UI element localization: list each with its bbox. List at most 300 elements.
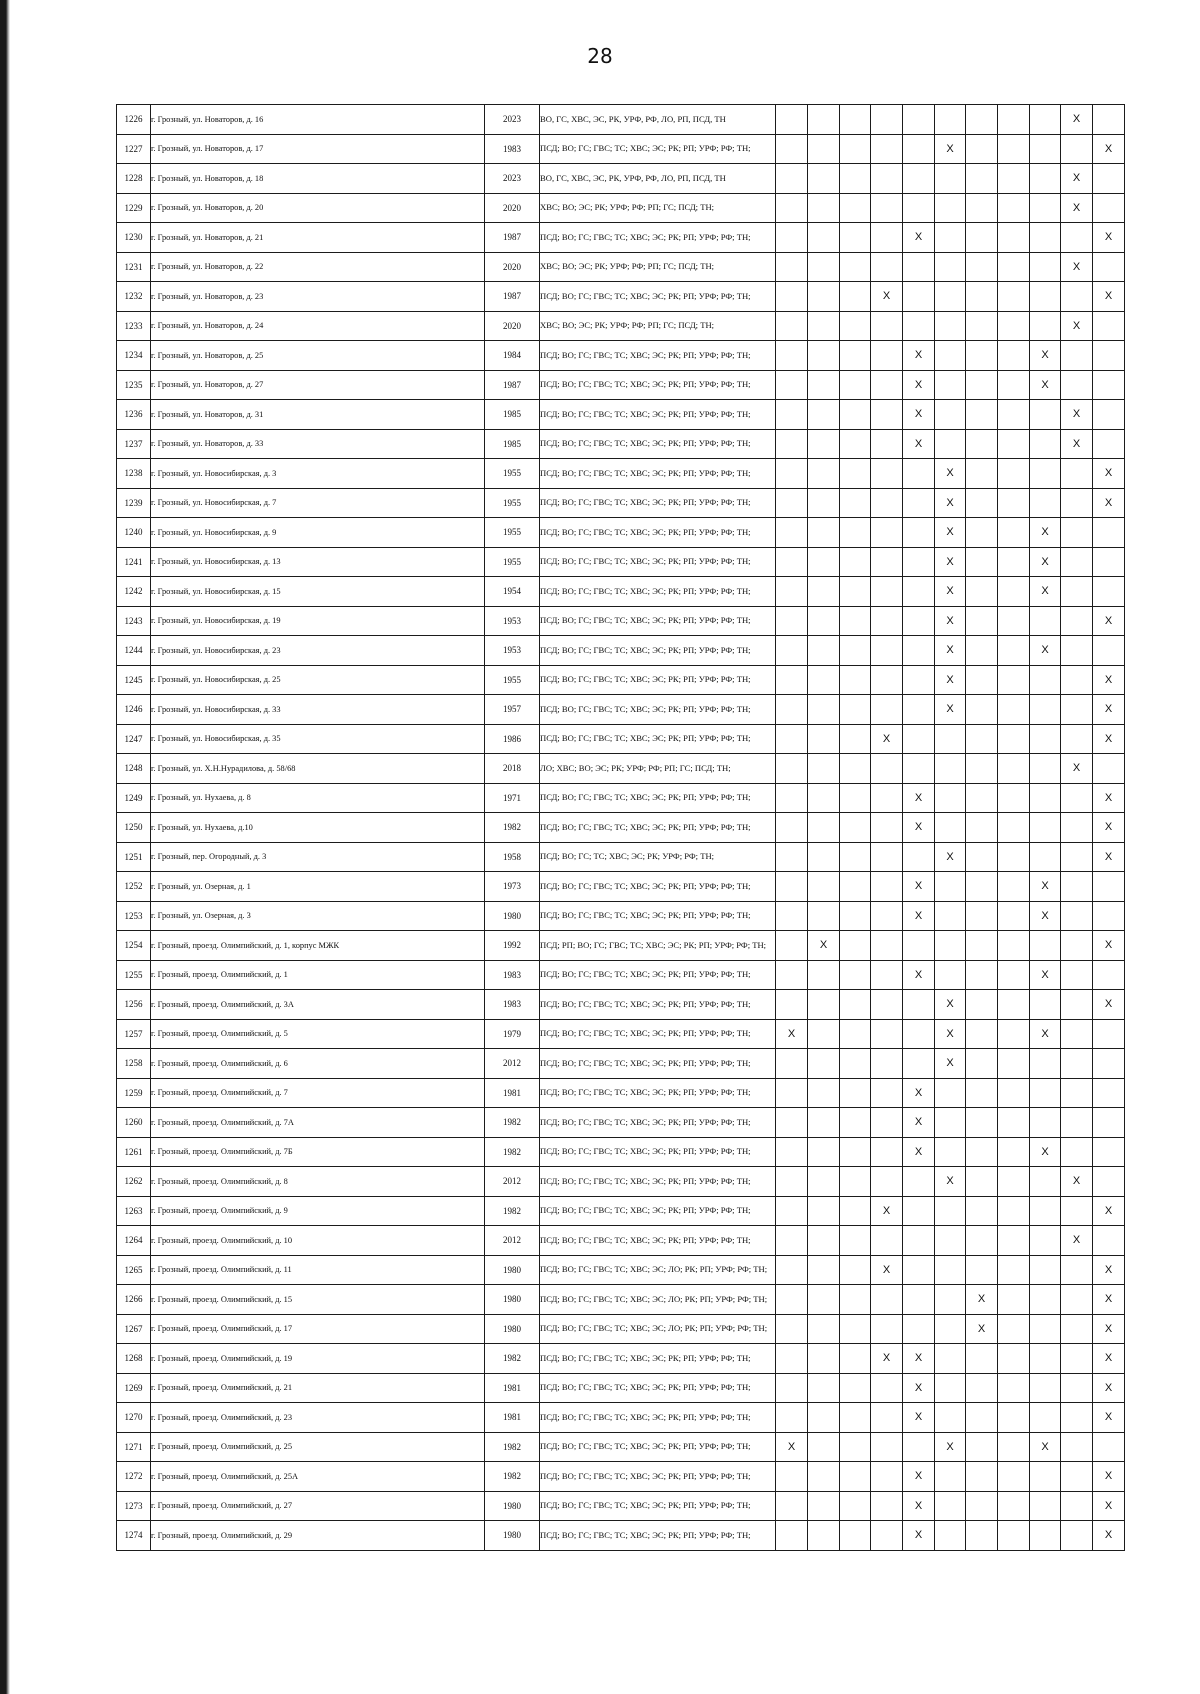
table-row <box>117 252 1125 282</box>
row-number: 1245 <box>117 665 151 695</box>
row-number: 1271 <box>117 1432 151 1462</box>
mark-cell <box>808 665 840 695</box>
row-number: 1244 <box>117 636 151 666</box>
table-row <box>117 901 1125 931</box>
row-number: 1239 <box>117 488 151 518</box>
mark-cell <box>1030 813 1061 843</box>
mark-cell <box>808 783 840 813</box>
mark-cell <box>903 1314 935 1344</box>
mark-cell <box>1093 960 1125 990</box>
year-cell: 1953 <box>485 636 540 666</box>
mark-cell <box>776 1255 808 1285</box>
mark-cell <box>966 164 998 194</box>
year-cell: 1982 <box>485 813 540 843</box>
mark-cell <box>776 341 808 371</box>
mark-cell <box>966 665 998 695</box>
address-cell: г. Грозный, проезд. Олимпийский, д. 25 <box>151 1432 485 1462</box>
mark-cell: X <box>1030 636 1061 666</box>
mark-cell <box>871 547 903 577</box>
table-row <box>117 370 1125 400</box>
mark-cell: X <box>935 1049 966 1079</box>
mark-cell <box>776 488 808 518</box>
table-row <box>117 164 1125 194</box>
mark-cell <box>776 1285 808 1315</box>
mark-cell <box>998 193 1030 223</box>
works-list-cell: ПСД; ВО; ГС; ТС; ХВС; ЭС; РК; УРФ; РФ; ТН; <box>540 842 776 872</box>
year-cell: 1955 <box>485 547 540 577</box>
mark-cell: X <box>1061 400 1093 430</box>
mark-cell: X <box>903 1108 935 1138</box>
row-number: 1251 <box>117 842 151 872</box>
mark-cell <box>903 636 935 666</box>
mark-cell <box>776 636 808 666</box>
mark-cell: X <box>1093 783 1125 813</box>
works-list-cell: ПСД; ВО; ГС; ГВС; ТС; ХВС; ЭС; РК; РП; УРФ; РФ; ТН; <box>540 606 776 636</box>
mark-cell <box>998 1108 1030 1138</box>
mark-cell <box>966 1344 998 1374</box>
mark-cell <box>871 105 903 135</box>
mark-cell: X <box>1093 1255 1125 1285</box>
mark-cell <box>808 1462 840 1492</box>
works-list-cell: ПСД; ВО; ГС; ГВС; ТС; ХВС; ЭС; РК; РП; УРФ; РФ; ТН; <box>540 547 776 577</box>
mark-cell <box>1061 1344 1093 1374</box>
year-cell: 1983 <box>485 134 540 164</box>
table-row <box>117 842 1125 872</box>
mark-cell: X <box>903 1403 935 1433</box>
year-cell: 1973 <box>485 872 540 902</box>
mark-cell <box>776 931 808 961</box>
mark-cell <box>1061 577 1093 607</box>
mark-cell <box>840 695 871 725</box>
year-cell: 1981 <box>485 1373 540 1403</box>
mark-cell <box>871 252 903 282</box>
address-cell: г. Грозный, ул. Новаторов, д. 21 <box>151 223 485 253</box>
works-list-cell: ПСД; ВО; ГС; ГВС; ТС; ХВС; ЭС; РК; РП; УРФ; РФ; ТН; <box>540 429 776 459</box>
mark-cell <box>1030 1196 1061 1226</box>
mark-cell <box>840 636 871 666</box>
address-cell: г. Грозный, проезд. Олимпийский, д. 11 <box>151 1255 485 1285</box>
table-row <box>117 783 1125 813</box>
address-cell: г. Грозный, проезд. Олимпийский, д. 3А <box>151 990 485 1020</box>
mark-cell <box>935 783 966 813</box>
mark-cell <box>1093 518 1125 548</box>
mark-cell: X <box>1093 459 1125 489</box>
mark-cell: X <box>1061 754 1093 784</box>
mark-cell <box>966 134 998 164</box>
row-number: 1235 <box>117 370 151 400</box>
mark-cell <box>903 1432 935 1462</box>
row-number: 1256 <box>117 990 151 1020</box>
mark-cell <box>776 164 808 194</box>
works-list-cell: ХВС; ВО; ЭС; РК; УРФ; РФ; РП; ГС; ПСД; ТН; <box>540 193 776 223</box>
mark-cell <box>998 1462 1030 1492</box>
mark-cell: X <box>871 1196 903 1226</box>
mark-cell <box>808 282 840 312</box>
mark-cell <box>998 754 1030 784</box>
works-list-cell: ПСД; ВО; ГС; ГВС; ТС; ХВС; ЭС; РК; РП; УРФ; РФ; ТН; <box>540 813 776 843</box>
row-number: 1250 <box>117 813 151 843</box>
mark-cell <box>935 252 966 282</box>
mark-cell <box>776 459 808 489</box>
mark-cell: X <box>1093 223 1125 253</box>
mark-cell: X <box>1093 813 1125 843</box>
mark-cell: X <box>935 1167 966 1197</box>
table-row <box>117 518 1125 548</box>
mark-cell <box>871 606 903 636</box>
mark-cell <box>903 842 935 872</box>
mark-cell <box>1093 193 1125 223</box>
mark-cell <box>776 1491 808 1521</box>
mark-cell: X <box>1093 931 1125 961</box>
works-list-cell: ПСД; ВО; ГС; ГВС; ТС; ХВС; ЭС; РК; РП; УРФ; РФ; ТН; <box>540 990 776 1020</box>
mark-cell <box>871 842 903 872</box>
mark-cell: X <box>1061 311 1093 341</box>
mark-cell: X <box>935 842 966 872</box>
mark-cell <box>1030 1403 1061 1433</box>
mark-cell <box>966 636 998 666</box>
mark-cell <box>966 105 998 135</box>
mark-cell <box>871 636 903 666</box>
year-cell: 1980 <box>485 901 540 931</box>
mark-cell <box>966 1491 998 1521</box>
mark-cell <box>840 370 871 400</box>
mark-cell <box>776 223 808 253</box>
mark-cell <box>840 990 871 1020</box>
mark-cell <box>966 872 998 902</box>
mark-cell: X <box>935 547 966 577</box>
mark-cell <box>966 724 998 754</box>
table-row <box>117 488 1125 518</box>
mark-cell <box>1093 400 1125 430</box>
mark-cell <box>966 1432 998 1462</box>
mark-cell <box>1030 665 1061 695</box>
mark-cell <box>1093 872 1125 902</box>
mark-cell <box>840 400 871 430</box>
mark-cell <box>1061 547 1093 577</box>
mark-cell: X <box>1030 518 1061 548</box>
table-row <box>117 1078 1125 1108</box>
mark-cell <box>998 1403 1030 1433</box>
mark-cell: X <box>935 636 966 666</box>
mark-cell <box>808 577 840 607</box>
mark-cell <box>776 547 808 577</box>
mark-cell <box>840 754 871 784</box>
table-row <box>117 1255 1125 1285</box>
year-cell: 1982 <box>485 1137 540 1167</box>
mark-cell <box>871 783 903 813</box>
mark-cell <box>840 1078 871 1108</box>
mark-cell <box>1030 282 1061 312</box>
works-list-cell: ПСД; ВО; ГС; ГВС; ТС; ХВС; ЭС; РК; РП; УРФ; РФ; ТН; <box>540 488 776 518</box>
mark-cell: X <box>935 488 966 518</box>
mark-cell <box>871 488 903 518</box>
address-cell: г. Грозный, проезд. Олимпийский, д. 5 <box>151 1019 485 1049</box>
mark-cell <box>1093 105 1125 135</box>
mark-cell <box>1030 1255 1061 1285</box>
mark-cell <box>998 1344 1030 1374</box>
mark-cell: X <box>1030 1137 1061 1167</box>
mark-cell <box>1093 577 1125 607</box>
mark-cell: X <box>1030 1019 1061 1049</box>
mark-cell <box>998 223 1030 253</box>
mark-cell: X <box>1061 252 1093 282</box>
mark-cell <box>1061 1108 1093 1138</box>
mark-cell <box>840 1462 871 1492</box>
works-list-cell: ПСД; ВО; ГС; ГВС; ТС; ХВС; ЭС; РК; РП; УРФ; РФ; ТН; <box>540 1226 776 1256</box>
mark-cell: X <box>1093 724 1125 754</box>
table-row <box>117 1049 1125 1079</box>
table-row <box>117 105 1125 135</box>
table-body <box>117 105 1125 1551</box>
mark-cell <box>1030 252 1061 282</box>
table-row <box>117 813 1125 843</box>
mark-cell <box>998 931 1030 961</box>
mark-cell <box>966 1049 998 1079</box>
mark-cell <box>808 1314 840 1344</box>
mark-cell <box>871 370 903 400</box>
mark-cell <box>935 1403 966 1433</box>
address-cell: г. Грозный, ул. Озерная, д. 3 <box>151 901 485 931</box>
mark-cell <box>966 341 998 371</box>
row-number: 1249 <box>117 783 151 813</box>
mark-cell <box>935 1196 966 1226</box>
table-row <box>117 134 1125 164</box>
mark-cell <box>808 1078 840 1108</box>
works-list-cell: ПСД; ВО; ГС; ГВС; ТС; ХВС; ЭС; ЛО; РК; РП; УРФ; РФ; ТН; <box>540 1255 776 1285</box>
mark-cell: X <box>871 1344 903 1374</box>
row-number: 1254 <box>117 931 151 961</box>
row-number: 1259 <box>117 1078 151 1108</box>
mark-cell <box>871 872 903 902</box>
mark-cell <box>903 1226 935 1256</box>
mark-cell <box>840 547 871 577</box>
year-cell: 2018 <box>485 754 540 784</box>
mark-cell: X <box>1030 341 1061 371</box>
mark-cell <box>903 1167 935 1197</box>
mark-cell <box>1030 931 1061 961</box>
row-number: 1231 <box>117 252 151 282</box>
mark-cell <box>935 1137 966 1167</box>
address-cell: г. Грозный, ул. Озерная, д. 1 <box>151 872 485 902</box>
mark-cell <box>1030 606 1061 636</box>
year-cell: 2012 <box>485 1049 540 1079</box>
mark-cell <box>871 754 903 784</box>
mark-cell <box>808 547 840 577</box>
year-cell: 1979 <box>485 1019 540 1049</box>
mark-cell <box>1093 1167 1125 1197</box>
mark-cell <box>903 518 935 548</box>
mark-cell <box>998 1432 1030 1462</box>
mark-cell: X <box>1093 134 1125 164</box>
mark-cell <box>871 429 903 459</box>
mark-cell <box>871 400 903 430</box>
mark-cell: X <box>935 665 966 695</box>
year-cell: 1980 <box>485 1285 540 1315</box>
works-list-cell: ПСД; ВО; ГС; ГВС; ТС; ХВС; ЭС; РК; РП; УРФ; РФ; ТН; <box>540 1019 776 1049</box>
mark-cell <box>1061 1521 1093 1551</box>
works-list-cell: ПСД; ВО; ГС; ГВС; ТС; ХВС; ЭС; РК; РП; УРФ; РФ; ТН; <box>540 400 776 430</box>
mark-cell <box>966 193 998 223</box>
mark-cell <box>966 1137 998 1167</box>
mark-cell <box>871 695 903 725</box>
table-row <box>117 577 1125 607</box>
mark-cell: X <box>1093 1314 1125 1344</box>
mark-cell <box>998 1226 1030 1256</box>
mark-cell <box>776 429 808 459</box>
mark-cell <box>903 459 935 489</box>
year-cell: 2020 <box>485 252 540 282</box>
mark-cell <box>1061 901 1093 931</box>
mark-cell <box>998 164 1030 194</box>
mark-cell <box>966 429 998 459</box>
mark-cell <box>840 1285 871 1315</box>
mark-cell: X <box>1061 105 1093 135</box>
mark-cell <box>998 400 1030 430</box>
table-row <box>117 1521 1125 1551</box>
mark-cell <box>1061 1432 1093 1462</box>
mark-cell <box>871 164 903 194</box>
mark-cell <box>808 1491 840 1521</box>
address-cell: г. Грозный, ул. Новосибирская, д. 7 <box>151 488 485 518</box>
mark-cell <box>840 1226 871 1256</box>
year-cell: 1982 <box>485 1108 540 1138</box>
mark-cell <box>1093 1019 1125 1049</box>
mark-cell <box>998 1078 1030 1108</box>
address-cell: г. Грозный, проезд. Олимпийский, д. 17 <box>151 1314 485 1344</box>
mark-cell: X <box>808 931 840 961</box>
row-number: 1237 <box>117 429 151 459</box>
mark-cell <box>935 193 966 223</box>
mark-cell: X <box>1061 164 1093 194</box>
mark-cell <box>808 1108 840 1138</box>
mark-cell <box>776 193 808 223</box>
mark-cell <box>1093 311 1125 341</box>
year-cell: 1953 <box>485 606 540 636</box>
table-row <box>117 695 1125 725</box>
mark-cell <box>966 813 998 843</box>
mark-cell <box>903 931 935 961</box>
mark-cell <box>840 577 871 607</box>
table-row <box>117 665 1125 695</box>
mark-cell <box>808 164 840 194</box>
mark-cell <box>840 1167 871 1197</box>
mark-cell: X <box>903 1373 935 1403</box>
address-cell: г. Грозный, ул. Новосибирская, д. 25 <box>151 665 485 695</box>
table-row <box>117 960 1125 990</box>
mark-cell: X <box>1030 370 1061 400</box>
table-row <box>117 429 1125 459</box>
mark-cell <box>903 164 935 194</box>
mark-cell <box>998 1285 1030 1315</box>
works-list-cell: ПСД; ВО; ГС; ГВС; ТС; ХВС; ЭС; ЛО; РК; РП; УРФ; РФ; ТН; <box>540 1285 776 1315</box>
mark-cell <box>808 1344 840 1374</box>
mark-cell <box>840 282 871 312</box>
works-list-cell: ПСД; ВО; ГС; ГВС; ТС; ХВС; ЭС; РК; РП; УРФ; РФ; ТН; <box>540 134 776 164</box>
mark-cell <box>871 193 903 223</box>
mark-cell <box>871 1226 903 1256</box>
mark-cell <box>840 901 871 931</box>
mark-cell <box>1061 724 1093 754</box>
mark-cell <box>1061 370 1093 400</box>
mark-cell <box>808 1521 840 1551</box>
row-number: 1261 <box>117 1137 151 1167</box>
mark-cell <box>1093 429 1125 459</box>
mark-cell <box>935 1078 966 1108</box>
mark-cell <box>1061 665 1093 695</box>
mark-cell <box>1093 636 1125 666</box>
mark-cell <box>1093 1226 1125 1256</box>
mark-cell <box>903 547 935 577</box>
year-cell: 1955 <box>485 518 540 548</box>
mark-cell <box>935 901 966 931</box>
works-list-cell: ПСД; ВО; ГС; ГВС; ТС; ХВС; ЭС; РК; РП; УРФ; РФ; ТН; <box>540 1344 776 1374</box>
mark-cell <box>808 370 840 400</box>
mark-cell <box>935 754 966 784</box>
works-list-cell: ХВС; ВО; ЭС; РК; УРФ; РФ; РП; ГС; ПСД; ТН; <box>540 311 776 341</box>
row-number: 1227 <box>117 134 151 164</box>
mark-cell <box>1030 1373 1061 1403</box>
year-cell: 1982 <box>485 1432 540 1462</box>
mark-cell <box>1061 223 1093 253</box>
mark-cell: X <box>903 872 935 902</box>
mark-cell <box>840 1491 871 1521</box>
row-number: 1242 <box>117 577 151 607</box>
mark-cell <box>871 1521 903 1551</box>
mark-cell <box>935 813 966 843</box>
mark-cell <box>808 223 840 253</box>
works-list-cell: ПСД; ВО; ГС; ГВС; ТС; ХВС; ЭС; РК; РП; УРФ; РФ; ТН; <box>540 636 776 666</box>
table-row <box>117 1167 1125 1197</box>
mark-cell <box>1061 606 1093 636</box>
mark-cell <box>808 901 840 931</box>
mark-cell <box>840 1019 871 1049</box>
year-cell: 1981 <box>485 1078 540 1108</box>
address-cell: г. Грозный, проезд. Олимпийский, д. 7 <box>151 1078 485 1108</box>
mark-cell <box>935 341 966 371</box>
works-list-cell: ПСД; ВО; ГС; ГВС; ТС; ХВС; ЭС; РК; РП; УРФ; РФ; ТН; <box>540 1521 776 1551</box>
mark-cell <box>903 1285 935 1315</box>
mark-cell <box>808 1049 840 1079</box>
mark-cell <box>998 1521 1030 1551</box>
mark-cell <box>871 1491 903 1521</box>
mark-cell <box>1030 488 1061 518</box>
works-list-cell: ПСД; ВО; ГС; ГВС; ТС; ХВС; ЭС; РК; РП; УРФ; РФ; ТН; <box>540 282 776 312</box>
mark-cell <box>840 429 871 459</box>
mark-cell <box>966 695 998 725</box>
address-cell: г. Грозный, проезд. Олимпийский, д. 29 <box>151 1521 485 1551</box>
mark-cell <box>1061 518 1093 548</box>
row-number: 1233 <box>117 311 151 341</box>
mark-cell: X <box>776 1019 808 1049</box>
table-row <box>117 1137 1125 1167</box>
year-cell: 1984 <box>485 341 540 371</box>
mark-cell: X <box>1093 606 1125 636</box>
mark-cell: X <box>935 990 966 1020</box>
mark-cell <box>1030 193 1061 223</box>
mark-cell <box>998 1049 1030 1079</box>
mark-cell: X <box>1093 1344 1125 1374</box>
mark-cell <box>998 813 1030 843</box>
table-row <box>117 1462 1125 1492</box>
mark-cell <box>998 665 1030 695</box>
mark-cell <box>935 1314 966 1344</box>
works-list-cell: ПСД; ВО; ГС; ГВС; ТС; ХВС; ЭС; РК; РП; УРФ; РФ; ТН; <box>540 1078 776 1108</box>
mark-cell <box>871 518 903 548</box>
mark-cell <box>966 1373 998 1403</box>
year-cell: 1980 <box>485 1521 540 1551</box>
mark-cell <box>935 872 966 902</box>
mark-cell: X <box>903 223 935 253</box>
